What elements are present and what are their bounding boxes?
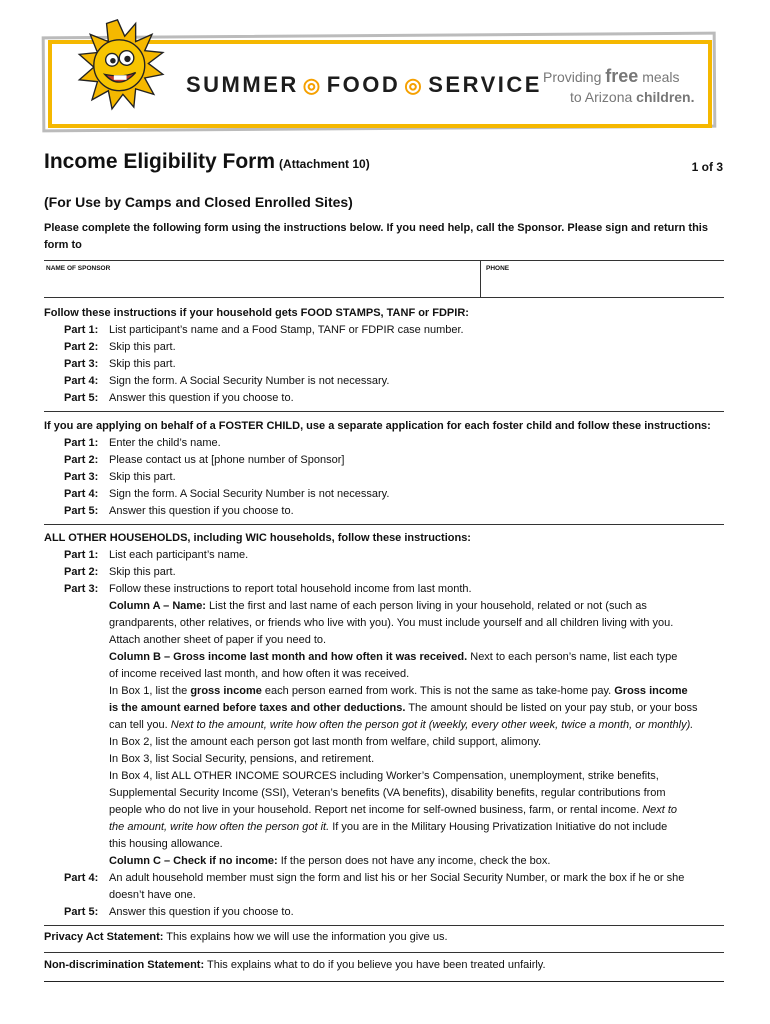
attachment-label: (Attachment 10)	[279, 157, 370, 171]
part-text: Please contact us at [phone number of Sponsor]	[109, 454, 345, 466]
box4-text: If you are in the Military Housing Privatization Initiative do not include	[332, 821, 668, 833]
other-households-section	[44, 530, 724, 921]
section-divider	[44, 925, 724, 926]
part-text: doesn’t have one.	[109, 889, 196, 901]
sponsor-name-label: NAME OF SPONSOR	[46, 265, 111, 272]
list-item	[44, 469, 724, 486]
privacy-statement	[44, 929, 724, 946]
column-b-heading: Column B – Gross income last month and how often it was received.	[109, 651, 468, 663]
part-text: Skip this part.	[109, 566, 176, 578]
tagline-children: children.	[636, 89, 695, 105]
section-heading: If you are applying on behalf of a FOSTER CHILD, use a separate application for each foster child and follow these instructions:	[44, 420, 711, 432]
box4-text: Supplemental Security Income (SSI), Veteran’s benefits (VA benefits), disability benefits, regular contributions from	[109, 787, 666, 799]
column-a-instructions	[109, 598, 724, 649]
box3-text: In Box 3, list Social Security, pensions, and retirement.	[109, 753, 375, 765]
part-label: Part 1:	[64, 549, 99, 561]
part-text: Skip this part.	[109, 471, 176, 483]
column-a-text: grandparents, other relatives, or friends who live with you). You must include yourself and all children living with you.	[109, 617, 674, 629]
page-bottom-rule	[44, 981, 724, 982]
program-name-part3: SERVICE	[428, 72, 542, 97]
part-text: Enter the child’s name.	[109, 437, 221, 449]
list-item	[44, 870, 724, 887]
box4-text: people who do not live in your household. Report net income for self-owned business, farm, or rental income.	[109, 804, 640, 816]
column-b-text: of income received last month, and how often it was received.	[109, 668, 410, 680]
part-label: Part 5:	[64, 505, 99, 517]
sponsor-fields	[44, 260, 724, 298]
foster-child-section	[44, 418, 724, 520]
part-text: Answer this question if you choose to.	[109, 392, 294, 404]
list-item	[44, 356, 724, 373]
part-text: Follow these instructions to report total household income from last month.	[109, 583, 472, 595]
column-a-heading: Column A – Name:	[109, 600, 206, 612]
program-name-part1: SUMMER	[186, 72, 299, 97]
tagline-free: free	[605, 66, 639, 86]
part-label: Part 2:	[64, 341, 99, 353]
part-text: Skip this part.	[109, 358, 176, 370]
tagline-meals: meals	[642, 69, 680, 85]
box4-text: In Box 4, list ALL OTHER INCOME SOURCES including Worker’s Compensation, unemployment, strike benefits,	[109, 770, 659, 782]
program-name	[186, 72, 542, 98]
sponsor-phone-label: PHONE	[486, 265, 510, 272]
box4-text: this housing allowance.	[109, 838, 223, 850]
column-a-text: Attach another sheet of paper if you need to.	[109, 634, 327, 646]
column-c-heading: Column C – Check if no income:	[109, 855, 278, 867]
nondiscrimination-statement	[44, 957, 724, 974]
form-intro: Please complete the following form using the instructions below. If you need help, call the Sponsor. Please sign and return this form to	[44, 222, 708, 251]
tagline-line1	[543, 66, 680, 87]
column-a-text: List the first and last name of each person living in your household, related or not (such as	[209, 600, 647, 612]
box1-text: each person earned from work. This is not the same as take-home pay.	[264, 685, 612, 697]
list-item	[44, 339, 724, 356]
nondiscrimination-heading: Non-discrimination Statement:	[44, 959, 205, 971]
page-number: 1 of 3	[691, 160, 723, 174]
tagline-providing: Providing	[543, 69, 602, 85]
list-item	[44, 322, 724, 339]
section-heading: Follow these instructions if your household gets FOOD STAMPS, TANF or FDPIR:	[44, 307, 469, 319]
part-text: List participant’s name and a Food Stamp, TANF or FDPIR case number.	[109, 324, 464, 336]
part-text: List each participant’s name.	[109, 549, 249, 561]
box1-text: In Box 1, list the	[109, 685, 188, 697]
food-stamps-section	[44, 305, 724, 407]
tagline-to: to Arizona	[570, 89, 633, 105]
part-text: Answer this question if you choose to.	[109, 505, 294, 517]
part-label: Part 3:	[64, 583, 99, 595]
list-item	[44, 452, 724, 469]
privacy-text: This explains how we will use the information you give us.	[166, 931, 448, 943]
box4-italic: Next to	[642, 804, 678, 816]
swirl-icon: ◎	[302, 75, 323, 97]
part-label: Part 1:	[64, 324, 99, 336]
part-label: Part 3:	[64, 471, 99, 483]
part-label: Part 3:	[64, 358, 99, 370]
form-subtitle: (For Use by Camps and Closed Enrolled Sites)	[44, 194, 353, 210]
list-item	[44, 390, 724, 407]
page-title	[44, 150, 370, 174]
section-divider	[44, 952, 724, 953]
part-label: Part 4:	[64, 375, 99, 387]
list-item	[44, 547, 724, 564]
part-label: Part 5:	[64, 906, 99, 918]
field-divider	[480, 261, 481, 297]
box4-italic: the amount, write how often the person got it.	[109, 821, 330, 833]
box2-text: In Box 2, list the amount each person got last month from welfare, child support, alimony.	[109, 736, 542, 748]
part-label: Part 2:	[64, 454, 99, 466]
column-b-instructions	[109, 649, 724, 853]
column-b-text: Next to each person’s name, list each type	[470, 651, 678, 663]
section-heading: ALL OTHER HOUSEHOLDS, including WIC households, follow these instructions:	[44, 532, 471, 544]
list-item	[44, 904, 724, 921]
form-title: Income Eligibility Form	[44, 150, 276, 173]
sun-mascot-logo	[72, 18, 172, 118]
box1-text: can tell you.	[109, 719, 168, 731]
part-label: Part 2:	[64, 566, 99, 578]
column-c-text: If the person does not have any income, check the box.	[280, 855, 551, 867]
box1-emphasis: is the amount earned before taxes and other deductions.	[109, 702, 406, 714]
part-label: Part 4:	[64, 488, 99, 500]
box1-emphasis: gross income	[190, 685, 262, 697]
part-label: Part 1:	[64, 437, 99, 449]
list-item	[44, 435, 724, 452]
list-item	[44, 564, 724, 581]
list-item	[44, 581, 724, 598]
nondiscrimination-text: This explains what to do if you believe you have been treated unfairly.	[206, 959, 546, 971]
program-name-part2: FOOD	[326, 72, 401, 97]
part-label: Part 4:	[64, 872, 99, 884]
section-divider	[44, 411, 724, 412]
section-divider	[44, 524, 724, 525]
part-text: Sign the form. A Social Security Number is not necessary.	[109, 488, 390, 500]
part-text: Sign the form. A Social Security Number is not necessary.	[109, 375, 390, 387]
tagline-line2	[570, 89, 695, 105]
list-item	[44, 486, 724, 503]
part-label: Part 5:	[64, 392, 99, 404]
list-item	[44, 373, 724, 390]
box1-emphasis: Gross income	[614, 685, 688, 697]
column-c-instructions	[109, 853, 724, 870]
swirl-icon: ◎	[404, 75, 425, 97]
box1-italic: Next to the amount, write how often the person got it (weekly, every other week, twice a month, or monthly).	[170, 719, 694, 731]
part-text: An adult household member must sign the form and list his or her Social Security Number, or mark the box if he or she	[109, 872, 685, 884]
box1-text: The amount should be listed on your pay stub, or your boss	[408, 702, 698, 714]
list-item	[44, 503, 724, 520]
part-text: Answer this question if you choose to.	[109, 906, 294, 918]
privacy-heading: Privacy Act Statement:	[44, 931, 164, 943]
part-text: Skip this part.	[109, 341, 176, 353]
